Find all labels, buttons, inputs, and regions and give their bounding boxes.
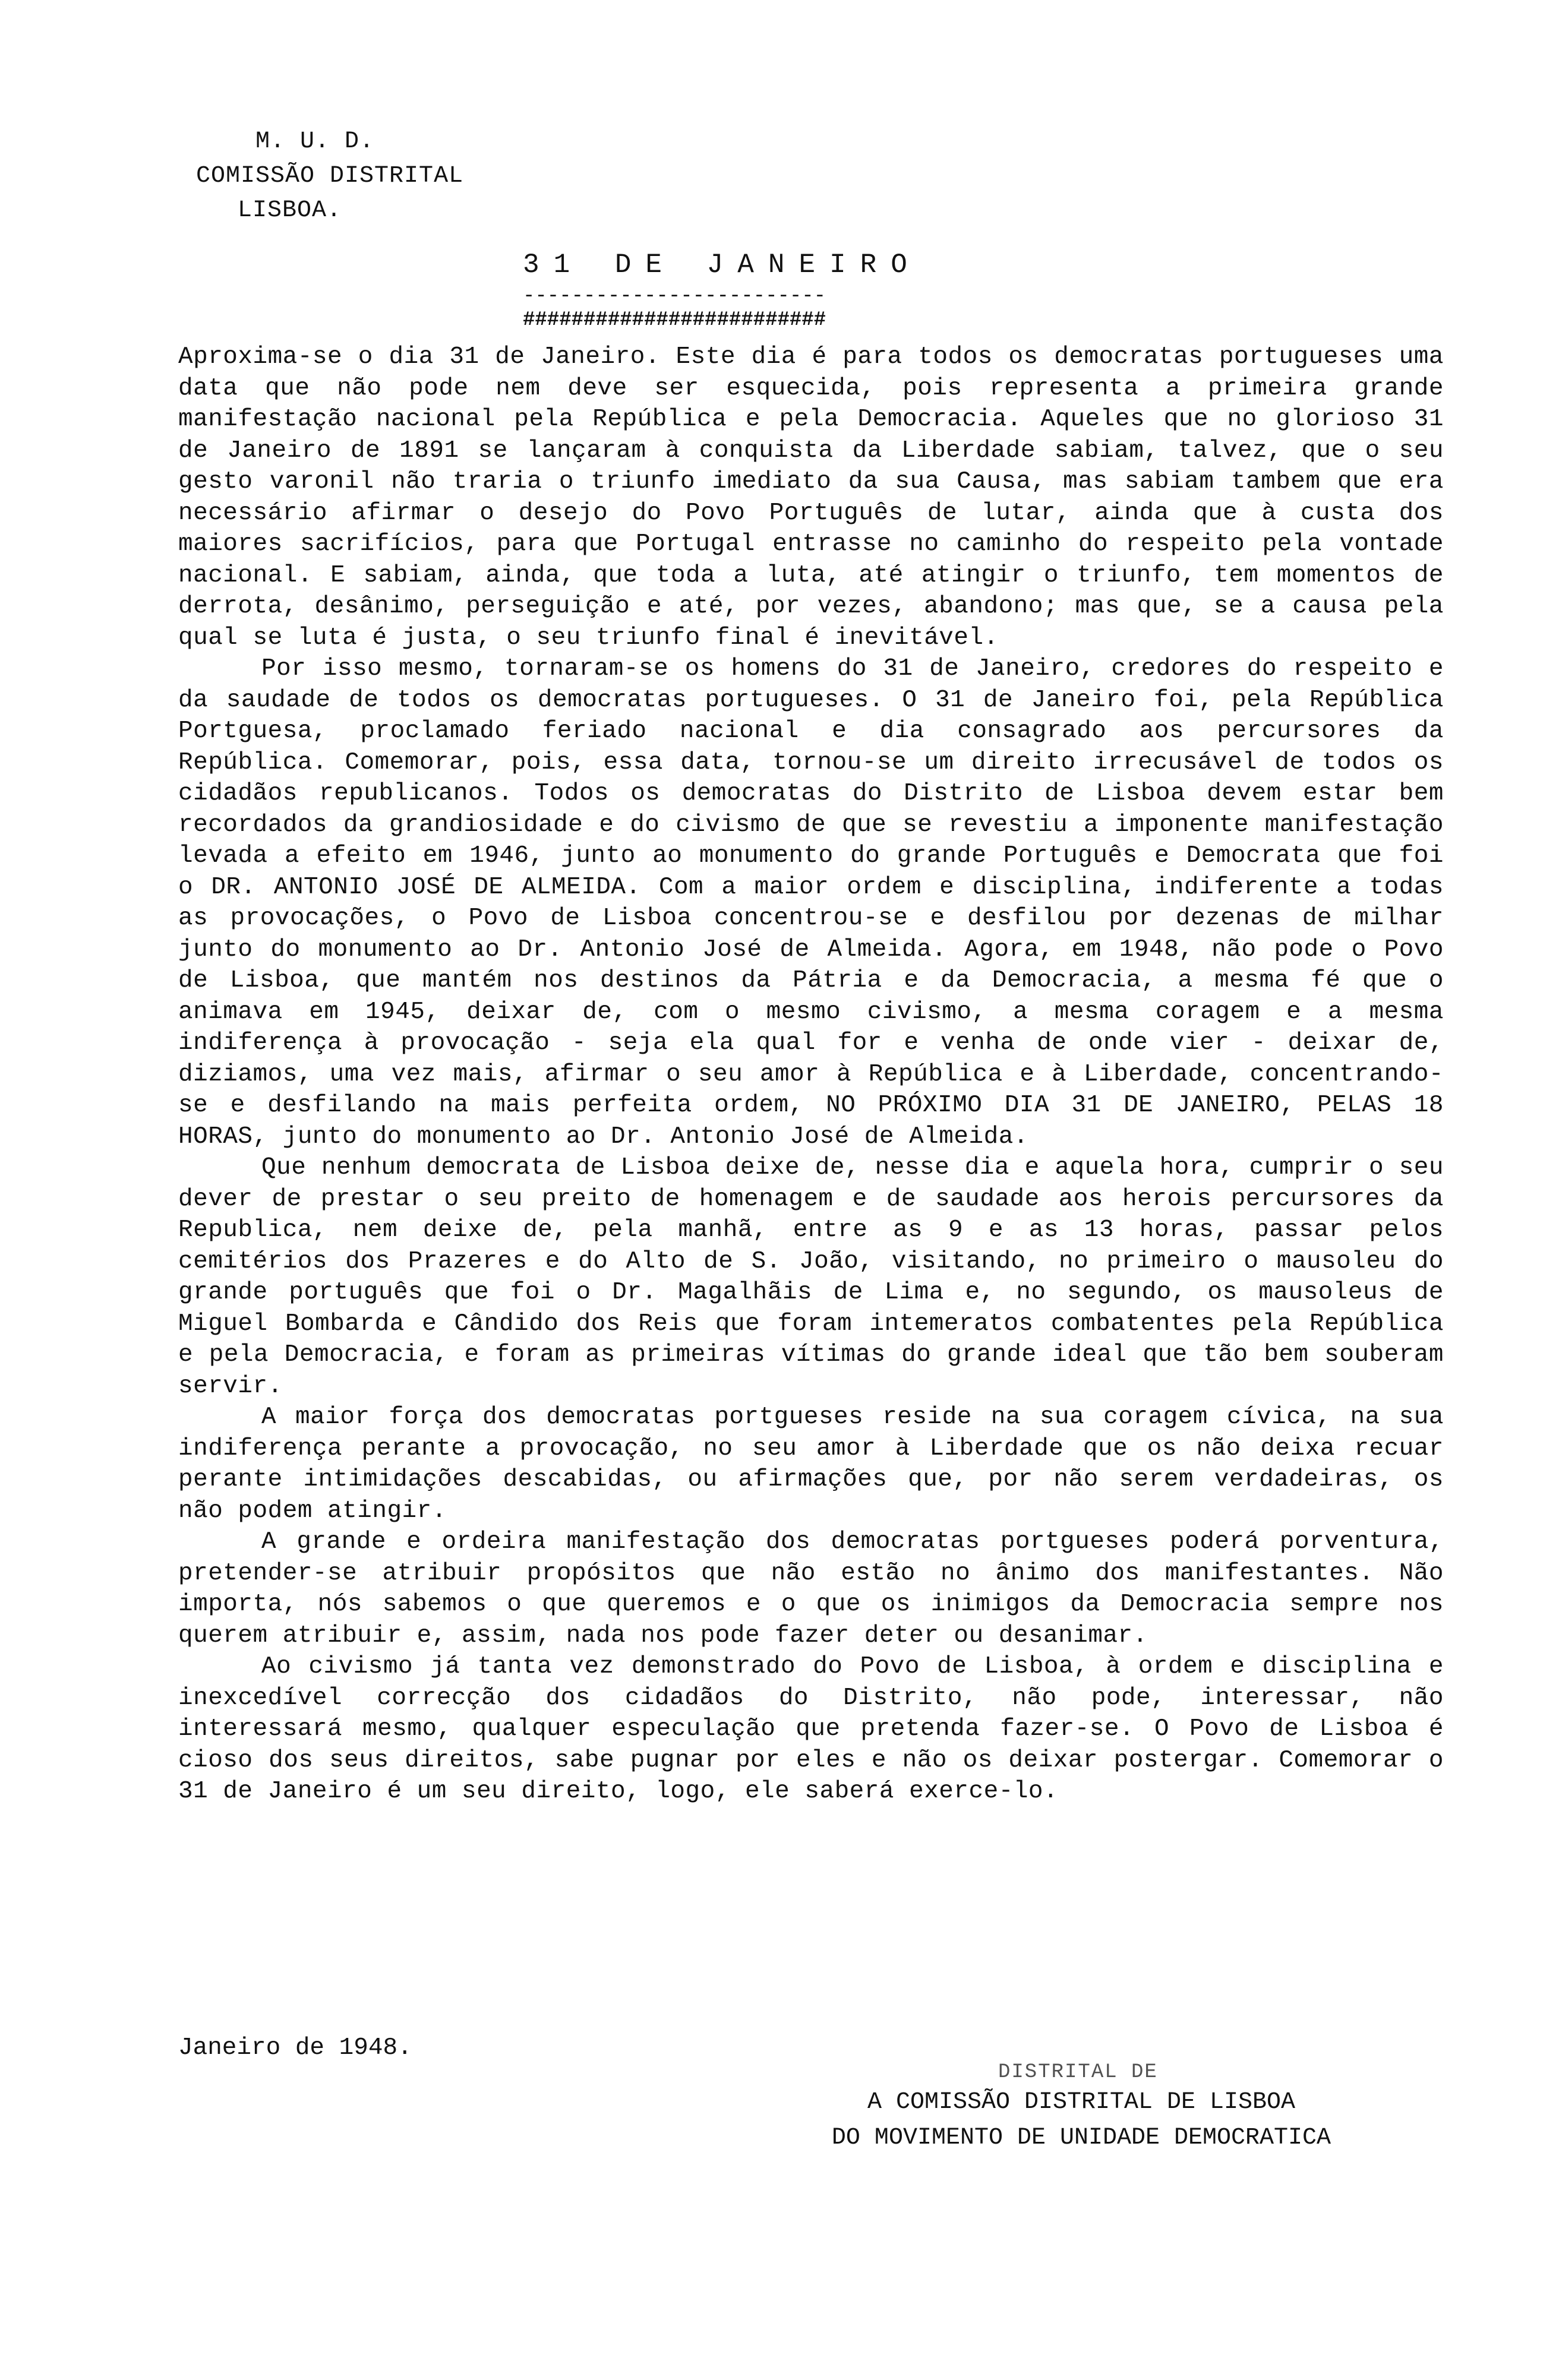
stamp-text: DISTRITAL DE (998, 2061, 1158, 2084)
paragraph: A grande e ordeira manifestação dos democratas portgueses poderá porventura, pretender-se atribuir propósitos que não estão no ânimo dos manifestantes. Não importa, nós sabemos o que queremos e o que os inimigos da Democracia sempre nos querem atribuir e, assim, nada nos pode fazer deter ou desanimar. (178, 1528, 1444, 1649)
letterhead-commission: COMISSÃO DISTRITAL (196, 163, 464, 189)
paragraph: A maior força dos democratas portgueses reside na sua coragem cívica, na sua indiferença perante a provocação, no seu amor à Liberdade que os não deixa recuar perante intimidações descabidas, ou afirmações que, por não serem verdadeiras, os não podem atingir. (178, 1404, 1444, 1525)
letterhead-city: LISBOA. (238, 197, 342, 224)
document-date: Janeiro de 1948. (178, 2034, 412, 2062)
document-body (178, 342, 1444, 1807)
paragraph: Por isso mesmo, tornaram-se os homens do 31 de Janeiro, credores do respeito e da saudade de todos os democratas portugueses. O 31 de Janeiro foi, pela República Portguesa, proclamado feriado nacional e dia consagrado aos percursores da República. Comemorar, pois, essa data, tornou-se um direito irrecusável de todos os cidadãos republicanos. Todos os democratas do Distrito de Lisboa devem estar bem recordados da grandiosidade e do civismo de que se revestiu a imponente manifestação levada a efeito em 1946, junto ao monumento do grande Português e Democrata que foi o DR. ANTONIO JOSÉ DE ALMEIDA. Com a maior ordem e disciplina, indiferente a todas as provocações, o Povo de Lisboa concentrou-se e desfilou por dezenas de milhar junto do monumento ao Dr. Antonio José de Almeida. Agora, em 1948, não pode o Povo de Lisboa, que mantém nos destinos da Pátria e da Democracia, a mesma fé que o animava em 1945, deixar de, com o mesmo civismo, a mesma coragem e a mesma indiferença à provocação - seja ela qual for e venha de onde vier - deixar de, diziamos, uma vez mais, afirmar o seu amor à República e à Liberdade, concentrando-se e desfilando na mais perfeita ordem, NO PRÓXIMO DIA 31 DE JANEIRO, PELAS 18 HORAS, junto do monumento ao Dr. Antonio José de Almeida. (178, 655, 1444, 1151)
title-dash-rule: ------------------------- (523, 286, 826, 306)
signature-block (737, 2085, 1426, 2156)
document-title: 31 DE JANEIRO (523, 249, 921, 280)
letterhead (196, 125, 463, 228)
paragraph: Aproxima-se o dia 31 de Janeiro. Este dia é para todos os democratas portugueses uma data que não pode nem deve ser esquecida, pois representa a primeira grande manifestação nacional pela República e pela Democracia. Aqueles que no glorioso 31 de Janeiro de 1891 se lançaram à conquista da Liberdade sabiam, talvez, que o seu gesto varonil não traria o triunfo imediato da sua Causa, mas sabiam tambem que era necessário afirmar o desejo do Povo Português de lutar, ainda que à custa dos maiores sacrifícios, para que Portugal entrasse no caminho do respeito pela vontade nacional. E sabiam, ainda, que toda a luta, até atingir o triunfo, tem momentos de derrota, desânimo, perseguição e até, por vezes, abandono; mas que, se a causa pela qual se luta é justa, o seu triunfo final é inevitável. (178, 343, 1444, 652)
signature-line-1: A COMISSÃO DISTRITAL DE LISBOA (867, 2089, 1296, 2116)
paragraph: Que nenhum democrata de Lisboa deixe de, nesse dia e aquela hora, cumprir o seu dever de prestar o seu preito de homenagem e de saudade aos herois percursores da Republica, nem deixe de, pela manhã, entre as 9 e as 13 horas, passar pelos cemitérios dos Prazeres e do Alto de S. João, visitando, no primeiro o mausoleu do grande português que foi o Dr. Magalhãis de Lima e, no segundo, os mausoleus de Miguel Bombarda e Cândido dos Reis que foram intemeratos combatentes pela República e pela Democracia, e foram as primeiras vítimas do grande ideal que tão bem souberam servir. (178, 1154, 1444, 1400)
title-hash-rule: ######################### (523, 310, 826, 330)
paragraph: Ao civismo já tanta vez demonstrado do Povo de Lisboa, à ordem e disciplina e inexcedível correcção dos cidadãos do Distrito, não pode, interessar, não interessará mesmo, qualquer especulação que pretenda fazer-se. O Povo de Lisboa é cioso dos seus direitos, sabe pugnar por eles e não os deixar postergar. Comemorar o 31 de Janeiro é um seu direito, logo, ele saberá exerce-lo. (178, 1653, 1444, 1805)
signature-line-2: DO MOVIMENTO DE UNIDADE DEMOCRATICA (831, 2125, 1331, 2151)
title-block (523, 248, 1058, 330)
letterhead-org: M. U. D. (255, 128, 375, 155)
